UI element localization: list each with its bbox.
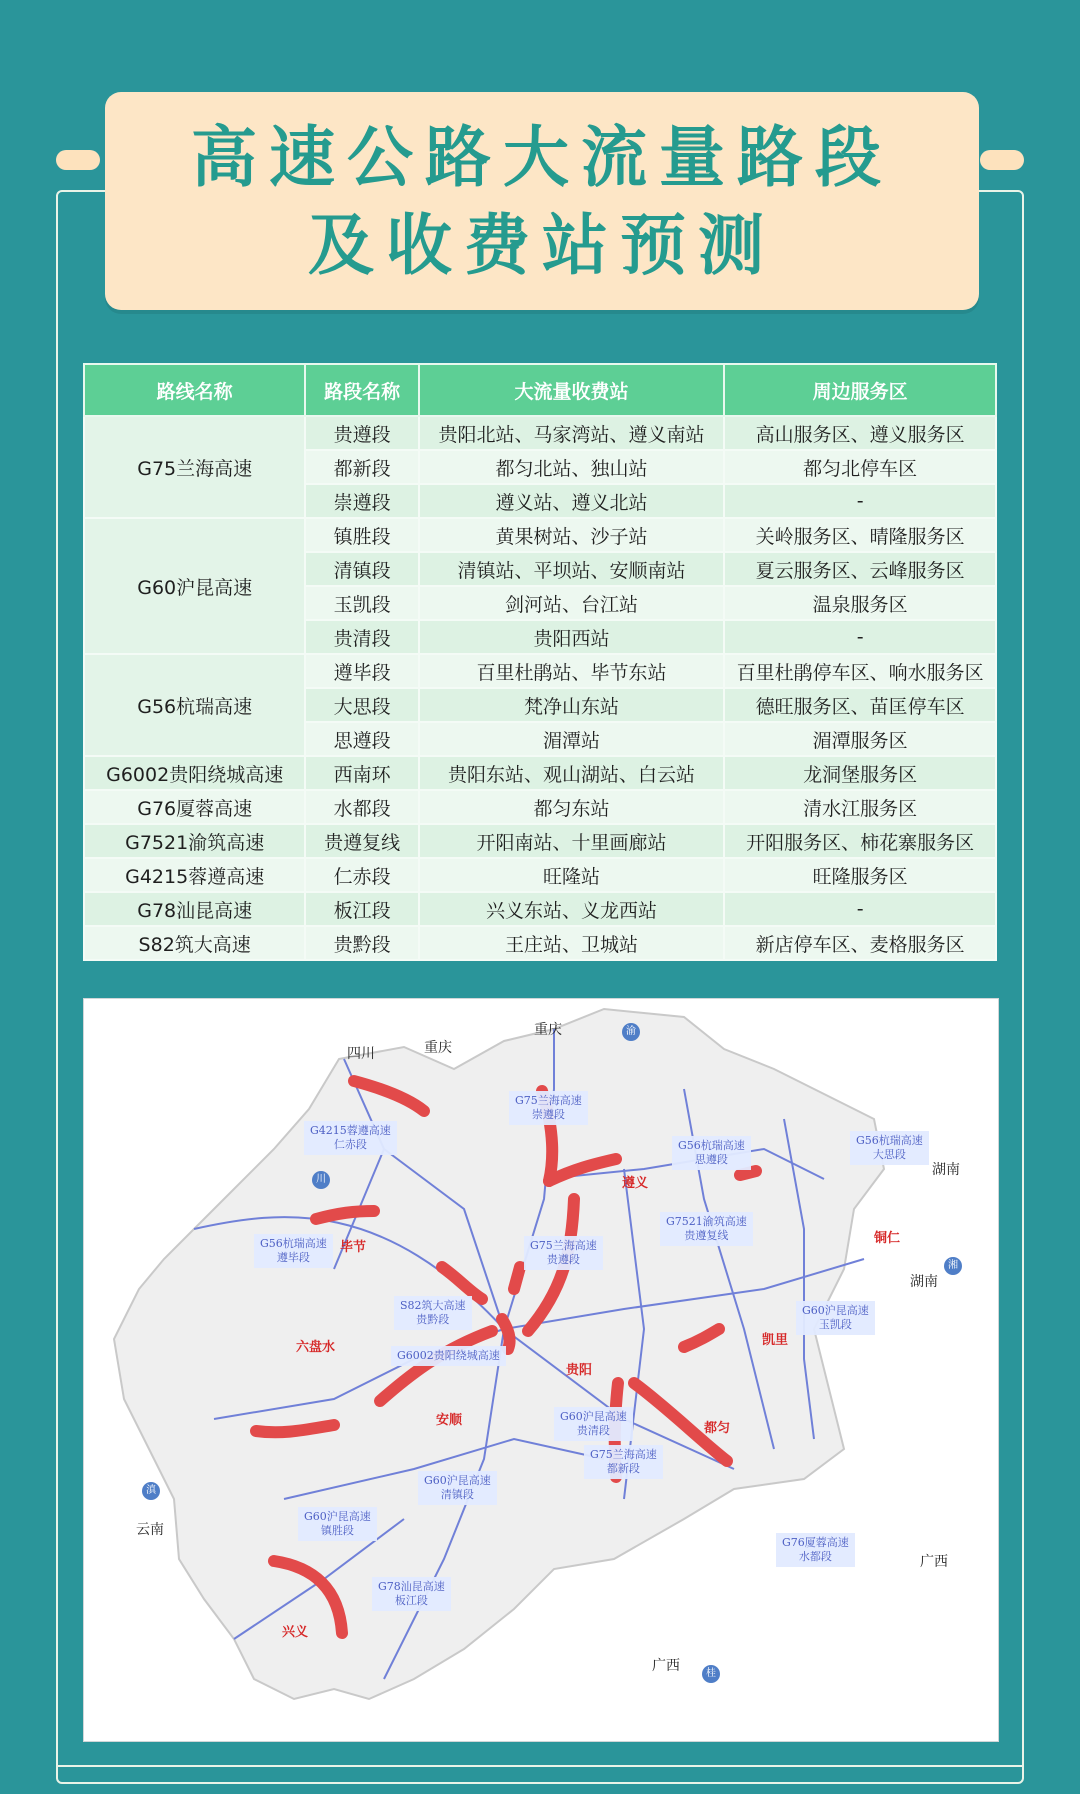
city-tongren: 铜仁 [874,1231,901,1246]
badge-xiang: 湘 [944,1257,962,1275]
stations-cell: 旺隆站 [419,858,724,892]
segment-cell: 大思段 [305,688,418,722]
stations-cell: 兴义东站、义龙西站 [419,892,724,926]
label-hunan-2: 湖南 [910,1274,938,1290]
label-sichuan: 四川 [347,1046,375,1062]
city-guiyang: 贵阳 [566,1363,593,1378]
stations-cell: 清镇站、平坝站、安顺南站 [419,552,724,586]
services-cell: 关岭服务区、晴隆服务区 [724,518,996,552]
label-hunan-1: 湖南 [932,1162,960,1178]
callout-g75-chongzun: G75兰海高速 崇遵段 [509,1091,588,1125]
city-bijie: 毕节 [340,1240,367,1255]
callout-g60-zhensheng: G60沪昆高速 镇胜段 [298,1507,377,1541]
route-cell: G56杭瑞高速 [84,654,305,756]
title-line-2: 及收费站预测 [308,206,776,284]
table-row [84,756,996,790]
callout-g56-sizun: G56杭瑞高速 思遵段 [672,1136,751,1170]
segment-cell: 清镇段 [305,552,418,586]
segment-cell: 西南环 [305,756,418,790]
table-row [84,518,996,552]
stations-cell: 贵阳西站 [419,620,724,654]
services-cell: 都匀北停车区 [724,450,996,484]
stations-cell: 剑河站、台江站 [419,586,724,620]
services-cell: 清水江服务区 [724,790,996,824]
highway-map [83,998,999,1742]
label-guangxi-1: 广西 [920,1554,948,1570]
services-cell: 高山服务区、遵义服务区 [724,416,996,450]
table-row [84,858,996,892]
callout-g78: G78汕昆高速 板江段 [372,1577,451,1611]
table-row [84,654,996,688]
callout-g76: G76厦蓉高速 水都段 [776,1533,855,1567]
table-row [84,790,996,824]
table-row [84,824,996,858]
title-line-1: 高速公路大流量路段 [191,118,893,196]
segment-cell: 水都段 [305,790,418,824]
segment-g56-dasi [740,1171,756,1175]
route-cell: S82筑大高速 [84,926,305,960]
route-table [83,363,997,961]
badge-dian: 滇 [142,1482,160,1500]
callout-g75-guizun: G75兰海高速 贵遵段 [524,1236,603,1270]
segment-cell: 思遵段 [305,722,418,756]
left-tab-decoration [56,150,100,170]
segment-cell: 都新段 [305,450,418,484]
services-cell: 开阳服务区、柿花寨服务区 [724,824,996,858]
label-guangxi-2: 广西 [652,1658,680,1674]
label-chongqing-2: 重庆 [534,1022,562,1038]
callout-g75-duxin: G75兰海高速 都新段 [584,1445,663,1479]
services-cell: 龙洞堡服务区 [724,756,996,790]
header-stations: 大流量收费站 [419,364,724,416]
badge-gui: 桂 [702,1665,720,1683]
table-row [84,416,996,450]
city-anshun: 安顺 [436,1413,463,1428]
services-cell: 新店停车区、麦格服务区 [724,926,996,960]
segment-cell: 玉凯段 [305,586,418,620]
callout-g60-guiqing: G60沪昆高速 贵清段 [554,1407,633,1441]
badge-yu: 渝 [622,1023,640,1041]
stations-cell: 都匀北站、独山站 [419,450,724,484]
segment-cell: 贵清段 [305,620,418,654]
route-cell: G76厦蓉高速 [84,790,305,824]
services-cell: - [724,620,996,654]
callout-g56-zunbi: G56杭瑞高速 遵毕段 [254,1234,333,1268]
city-duyun: 都匀 [704,1421,731,1436]
stations-cell: 遵义站、遵义北站 [419,484,724,518]
callout-s82: S82筑大高速 贵黔段 [394,1296,472,1330]
segment-cell: 崇遵段 [305,484,418,518]
route-cell: G7521渝筑高速 [84,824,305,858]
stations-cell: 都匀东站 [419,790,724,824]
stations-cell: 开阳南站、十里画廊站 [419,824,724,858]
route-cell: G4215蓉遵高速 [84,858,305,892]
segment-cell: 贵遵段 [305,416,418,450]
city-kaili: 凯里 [762,1333,789,1348]
route-cell: G78汕昆高速 [84,892,305,926]
table-header-row [84,364,996,416]
segment-cell: 板江段 [305,892,418,926]
route-cell: G6002贵阳绕城高速 [84,756,305,790]
callout-g60-qingzhen: G60沪昆高速 清镇段 [418,1471,497,1505]
services-cell: - [724,484,996,518]
services-cell: 夏云服务区、云峰服务区 [724,552,996,586]
stations-cell: 梵净山东站 [419,688,724,722]
segment-cell: 仁赤段 [305,858,418,892]
title-card [105,92,979,310]
badge-chuan: 川 [312,1171,330,1189]
callout-g56-dasi: G56杭瑞高速 大思段 [850,1131,929,1165]
route-cell: G60沪昆高速 [84,518,305,654]
services-cell: 百里杜鹃停车区、响水服务区 [724,654,996,688]
segment-g60-guiqing [502,1319,510,1349]
callout-g6002: G6002贵阳绕城高速 [391,1346,506,1366]
city-zunyi: 遵义 [622,1176,649,1191]
stations-cell: 贵阳北站、马家湾站、遵义南站 [419,416,724,450]
services-cell: 温泉服务区 [724,586,996,620]
stations-cell: 王庄站、卫城站 [419,926,724,960]
services-cell: 旺隆服务区 [724,858,996,892]
label-yunnan: 云南 [136,1522,164,1538]
stations-cell: 湄潭站 [419,722,724,756]
callout-g60-yukai: G60沪昆高速 玉凯段 [796,1301,875,1335]
stations-cell: 贵阳东站、观山湖站、白云站 [419,756,724,790]
segment-cell: 贵遵复线 [305,824,418,858]
city-xingyi: 兴义 [282,1625,309,1640]
services-cell: 德旺服务区、苗匡停车区 [724,688,996,722]
segment-cell: 遵毕段 [305,654,418,688]
right-tab-decoration [980,150,1024,170]
segment-cell: 镇胜段 [305,518,418,552]
bottom-divider [56,1765,1024,1767]
header-route: 路线名称 [84,364,305,416]
services-cell: - [724,892,996,926]
table-row [84,926,996,960]
city-liupanshui: 六盘水 [296,1340,336,1355]
callout-g7521: G7521渝筑高速 贵遵复线 [660,1212,753,1246]
header-segment: 路段名称 [305,364,418,416]
stations-cell: 百里杜鹃站、毕节东站 [419,654,724,688]
segment-g75-guizun [514,1267,520,1289]
segment-cell: 贵黔段 [305,926,418,960]
route-cell: G75兰海高速 [84,416,305,518]
services-cell: 湄潭服务区 [724,722,996,756]
header-services: 周边服务区 [724,364,996,416]
callout-g4215: G4215蓉遵高速 仁赤段 [304,1121,397,1155]
table-row [84,892,996,926]
label-chongqing-1: 重庆 [424,1040,452,1056]
stations-cell: 黄果树站、沙子站 [419,518,724,552]
